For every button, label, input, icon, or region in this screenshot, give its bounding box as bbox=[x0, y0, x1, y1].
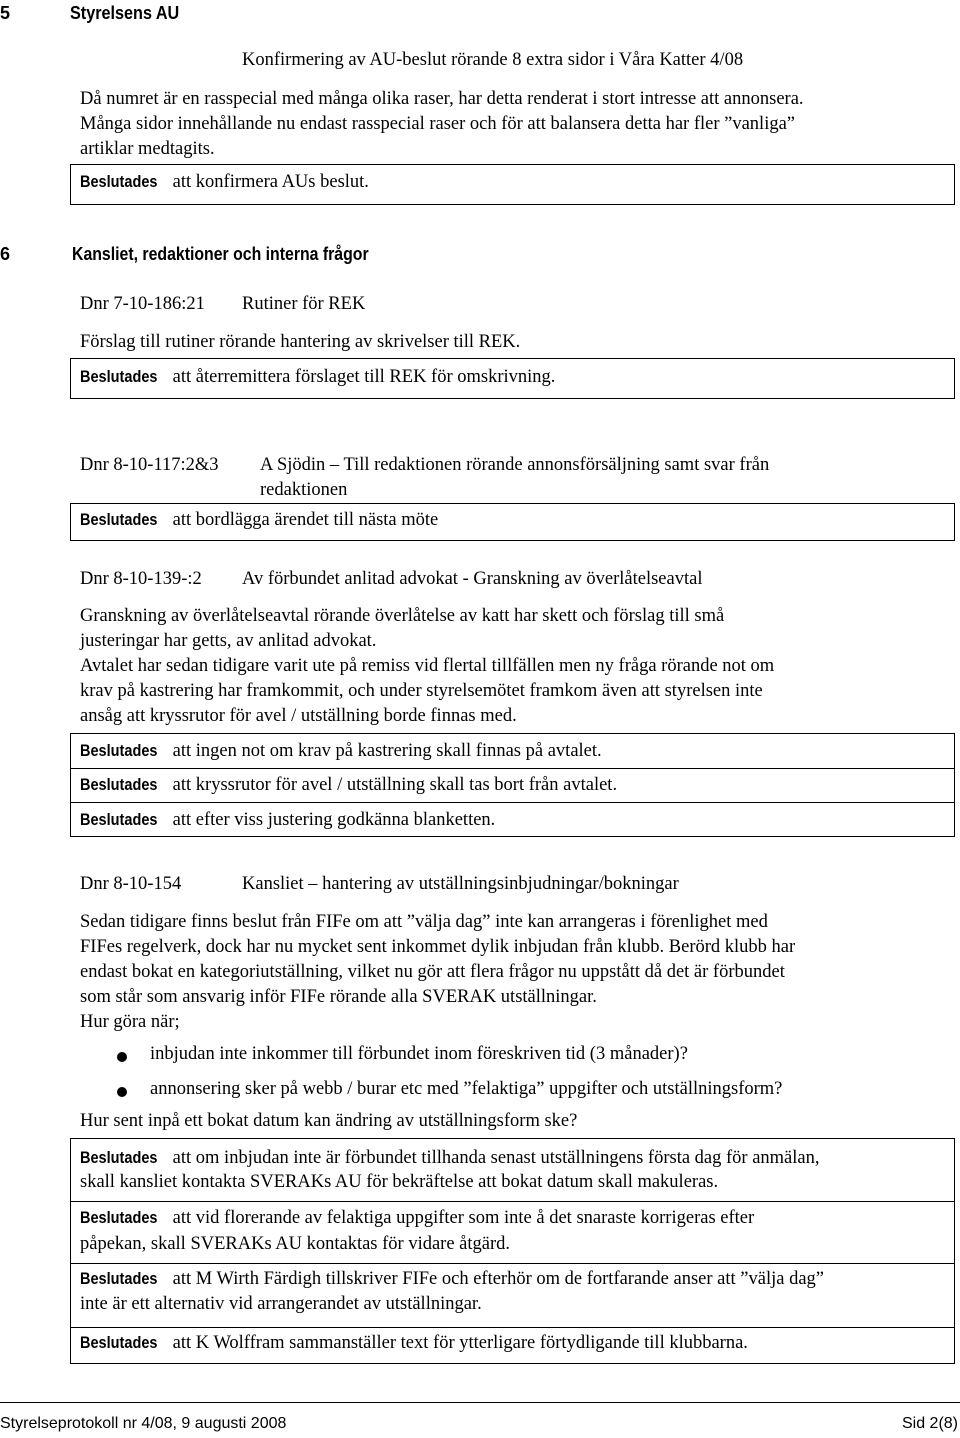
decision-text bbox=[80, 367, 555, 388]
decision-text bbox=[80, 1269, 824, 1290]
decision-label: Beslutades bbox=[80, 1334, 158, 1352]
item-body-line: Sedan tidigare finns beslut från FIFe om att ”välja dag” inte kan arrangeras i förenlighet med bbox=[80, 912, 768, 932]
item-body-line: Granskning av överlåtelseavtal rörande överlåtelse av katt har skett och förslag till små bbox=[80, 606, 725, 626]
decision-divider bbox=[70, 1327, 955, 1328]
section-5-body-line: Då numret är en rasspecial med många olika raser, har detta renderat i stort intresse att annonsera. bbox=[80, 89, 804, 109]
section-6-title: Kansliet, redaktioner och interna frågor bbox=[72, 244, 369, 264]
decision-body: att kryssrutor för avel / utställning skall tas bort från avtalet. bbox=[168, 775, 618, 795]
section-6-number: 6 bbox=[0, 244, 11, 264]
item-body-line: som står som ansvarig inför FIFe rörande alla SVERAK utställningar. bbox=[80, 987, 597, 1007]
dnr-number: Dnr 8-10-117:2&3 bbox=[80, 455, 219, 475]
decision-divider bbox=[70, 1201, 955, 1202]
decision-divider bbox=[70, 802, 955, 803]
decision-label: Beslutades bbox=[80, 511, 158, 529]
decision-text bbox=[80, 775, 617, 796]
item-body-line: ansåg att kryssrutor för avel / utställning borde finnas med. bbox=[80, 706, 517, 726]
item-body-line: krav på kastrering har framkommit, och under styrelsemötet framkom även att styrelsen inte bbox=[80, 681, 763, 701]
decision-text bbox=[80, 172, 369, 193]
bullet-icon bbox=[117, 1052, 127, 1062]
bullet-icon bbox=[117, 1087, 127, 1097]
section-5-title: Styrelsens AU bbox=[70, 3, 180, 23]
decision-body: att K Wolffram sammanställer text för ytterligare förtydligande till klubbarna. bbox=[168, 1333, 748, 1353]
list-item: inbjudan inte inkommer till förbundet inom föreskriven tid (3 månader)? bbox=[150, 1044, 688, 1064]
item-question: Hur sent inpå ett bokat datum kan ändring av utställningsform ske? bbox=[80, 1111, 578, 1131]
decision-text bbox=[80, 1333, 748, 1354]
decision-text bbox=[80, 1148, 820, 1169]
footer-page-number: Sid 2(8) bbox=[901, 1415, 958, 1432]
decision-body: att återremittera förslaget till REK för omskrivning. bbox=[168, 367, 556, 387]
decision-label: Beslutades bbox=[80, 173, 158, 191]
item-body-line: justeringar har getts, av anlitad advokat. bbox=[80, 631, 377, 651]
dnr-subject: Rutiner för REK bbox=[242, 294, 366, 314]
decision-label: Beslutades bbox=[80, 742, 158, 760]
decision-text-cont: skall kansliet kontakta SVERAKs AU för bekräftelse att bokat datum skall makuleras. bbox=[80, 1172, 719, 1192]
decision-body: att vid florerande av felaktiga uppgifter som inte å det snaraste korrigeras efter bbox=[168, 1208, 755, 1228]
decision-text bbox=[80, 1208, 754, 1229]
dnr-subject: redaktionen bbox=[260, 480, 348, 500]
decision-body: att bordlägga ärendet till nästa möte bbox=[168, 510, 439, 530]
dnr-number: Dnr 7-10-186:21 bbox=[80, 294, 205, 314]
dnr-subject: A Sjödin – Till redaktionen rörande annonsförsäljning samt svar från bbox=[260, 455, 770, 475]
footer-left: Styrelseprotokoll nr 4/08, 9 augusti 2008 bbox=[0, 1415, 287, 1432]
decision-body: att konfirmera AUs beslut. bbox=[168, 172, 369, 192]
item-body-line: Hur göra när; bbox=[80, 1012, 180, 1032]
decision-divider bbox=[70, 768, 955, 769]
decision-label: Beslutades bbox=[80, 368, 158, 386]
decision-body: att om inbjudan inte är förbundet tillhanda senast utställningens första dag för anmälan, bbox=[168, 1148, 820, 1168]
decision-text bbox=[80, 810, 495, 831]
item-body-line: endast bokat en kategoriutställning, vilket nu gör att flera frågor nu uppstått då det är förbundet bbox=[80, 962, 785, 982]
decision-label: Beslutades bbox=[80, 776, 158, 794]
decision-label: Beslutades bbox=[80, 1209, 158, 1227]
dnr-number: Dnr 8-10-154 bbox=[80, 874, 182, 894]
decision-text bbox=[80, 741, 602, 762]
decision-body: att M Wirth Färdigh tillskriver FIFe och efterhör om de fortfarande anser att ”välja dag” bbox=[168, 1269, 825, 1289]
section-5-body-line: Många sidor innehållande nu endast rasspecial raser och för att balansera detta har fler ”vanliga” bbox=[80, 114, 796, 134]
section-5-body-line: artiklar medtagits. bbox=[80, 139, 215, 159]
item-body-line: FIFes regelverk, dock har nu mycket sent inkommet dylik inbjudan från klubb. Berörd klubb har bbox=[80, 937, 796, 957]
dnr-subject: Kansliet – hantering av utställningsinbjudningar/bokningar bbox=[242, 874, 679, 894]
dnr-subject: Av förbundet anlitad advokat - Granskning av överlåtelseavtal bbox=[242, 569, 703, 589]
dnr-number: Dnr 8-10-139-:2 bbox=[80, 569, 202, 589]
list-item: annonsering sker på webb / burar etc med ”felaktiga” uppgifter och utställningsform? bbox=[150, 1079, 783, 1099]
decision-label: Beslutades bbox=[80, 1149, 158, 1167]
decision-text bbox=[80, 510, 438, 531]
item-body-line: Avtalet har sedan tidigare varit ute på remiss vid flertal tillfällen men ny fråga rörande not om bbox=[80, 656, 775, 676]
section-5-subheading: Konfirmering av AU-beslut rörande 8 extra sidor i Våra Katter 4/08 bbox=[242, 50, 744, 70]
section-5-number: 5 bbox=[0, 3, 11, 23]
decision-label: Beslutades bbox=[80, 1270, 158, 1288]
decision-body: att ingen not om krav på kastrering skall finnas på avtalet. bbox=[168, 741, 602, 761]
decision-divider bbox=[70, 1263, 955, 1264]
decision-label: Beslutades bbox=[80, 811, 158, 829]
footer-divider bbox=[0, 1402, 960, 1403]
decision-text-cont: påpekan, skall SVERAKs AU kontaktas för vidare åtgärd. bbox=[80, 1234, 511, 1254]
decision-body: att efter viss justering godkänna blanketten. bbox=[168, 810, 496, 830]
item-body: Förslag till rutiner rörande hantering av skrivelser till REK. bbox=[80, 332, 521, 352]
decision-text-cont: inte är ett alternativ vid arrangerandet av utställningar. bbox=[80, 1294, 482, 1314]
